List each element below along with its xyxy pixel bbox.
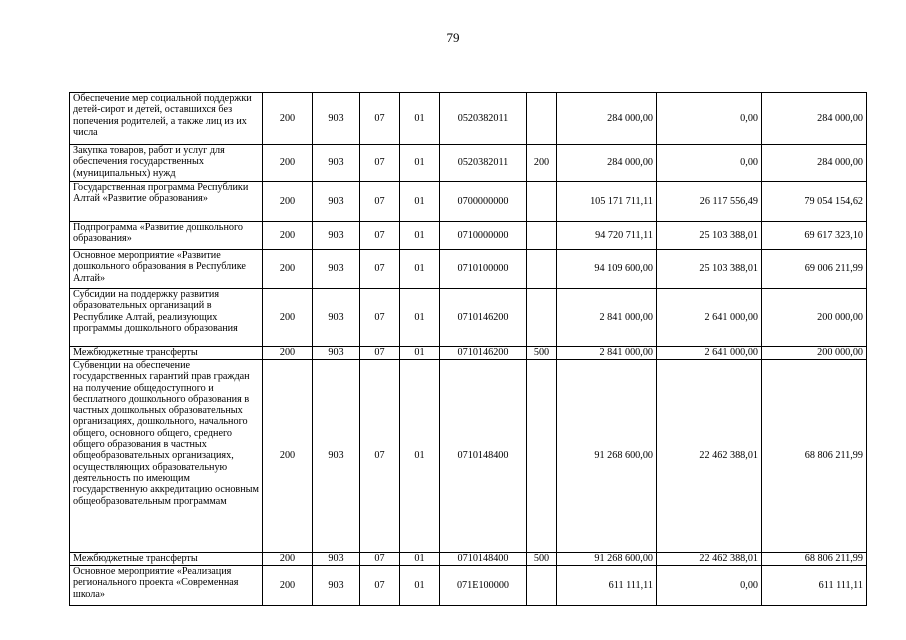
grbs-code: 903 <box>313 250 360 289</box>
section-code: 07 <box>360 347 400 360</box>
row-name: Закупка товаров, работ и услуг для обеспечения государственных (муниципальных) нужд <box>70 145 263 182</box>
expense-type-code <box>527 360 557 553</box>
executed-amount: 2 641 000,00 <box>657 347 762 360</box>
planned-amount: 91 268 600,00 <box>557 360 657 553</box>
grbs-code: 903 <box>313 553 360 566</box>
admin-code: 200 <box>263 566 313 606</box>
row-name: Субвенции на обеспечение государственных гарантий прав граждан на получение общедоступного и бесплатного дошкольного образования в частных дошкольных образовательных организациях, дошкольного, начального общего, основного общего, среднего общего образования в частных общеобразовательных организациях, осуществляющих образовательную деятельность по имеющим государственную аккредитацию основным общеобразовательным программам <box>70 360 263 553</box>
section-code: 07 <box>360 250 400 289</box>
expense-type-code <box>527 93 557 145</box>
target-code: 0520382011 <box>440 145 527 182</box>
admin-code: 200 <box>263 360 313 553</box>
table-row <box>70 250 867 289</box>
target-code: 0710146200 <box>440 347 527 360</box>
subsection-code: 01 <box>400 289 440 347</box>
row-name: Межбюджетные трансферты <box>70 347 263 360</box>
row-name: Государственная программа Республики Алтай «Развитие образования» <box>70 182 263 222</box>
target-code: 0710000000 <box>440 222 527 250</box>
target-code: 0710146200 <box>440 289 527 347</box>
grbs-code: 903 <box>313 566 360 606</box>
admin-code: 200 <box>263 553 313 566</box>
expense-type-code <box>527 182 557 222</box>
admin-code: 200 <box>263 182 313 222</box>
remainder-amount: 284 000,00 <box>762 93 867 145</box>
expense-type-code <box>527 289 557 347</box>
table-row <box>70 553 867 566</box>
target-code: 0700000000 <box>440 182 527 222</box>
section-code: 07 <box>360 553 400 566</box>
target-code: 0710100000 <box>440 250 527 289</box>
subsection-code: 01 <box>400 347 440 360</box>
section-code: 07 <box>360 93 400 145</box>
executed-amount: 2 641 000,00 <box>657 289 762 347</box>
section-code: 07 <box>360 566 400 606</box>
table-row <box>70 360 867 553</box>
expense-type-code: 500 <box>527 553 557 566</box>
grbs-code: 903 <box>313 289 360 347</box>
expense-type-code: 200 <box>527 145 557 182</box>
remainder-amount: 200 000,00 <box>762 347 867 360</box>
admin-code: 200 <box>263 289 313 347</box>
remainder-amount: 69 006 211,99 <box>762 250 867 289</box>
grbs-code: 903 <box>313 182 360 222</box>
planned-amount: 611 111,11 <box>557 566 657 606</box>
executed-amount: 0,00 <box>657 566 762 606</box>
table-row <box>70 289 867 347</box>
grbs-code: 903 <box>313 360 360 553</box>
planned-amount: 284 000,00 <box>557 93 657 145</box>
subsection-code: 01 <box>400 250 440 289</box>
table-row <box>70 347 867 360</box>
executed-amount: 25 103 388,01 <box>657 222 762 250</box>
expense-type-code <box>527 222 557 250</box>
remainder-amount: 68 806 211,99 <box>762 553 867 566</box>
target-code: 0520382011 <box>440 93 527 145</box>
planned-amount: 2 841 000,00 <box>557 347 657 360</box>
section-code: 07 <box>360 145 400 182</box>
admin-code: 200 <box>263 145 313 182</box>
admin-code: 200 <box>263 222 313 250</box>
executed-amount: 25 103 388,01 <box>657 250 762 289</box>
admin-code: 200 <box>263 250 313 289</box>
page-number: 79 <box>446 30 460 45</box>
section-code: 07 <box>360 360 400 553</box>
remainder-amount: 284 000,00 <box>762 145 867 182</box>
table-row <box>70 182 867 222</box>
subsection-code: 01 <box>400 566 440 606</box>
executed-amount: 22 462 388,01 <box>657 553 762 566</box>
planned-amount: 105 171 711,11 <box>557 182 657 222</box>
expense-type-code <box>527 250 557 289</box>
executed-amount: 0,00 <box>657 145 762 182</box>
target-code: 0710148400 <box>440 553 527 566</box>
target-code: 0710148400 <box>440 360 527 553</box>
grbs-code: 903 <box>313 93 360 145</box>
subsection-code: 01 <box>400 93 440 145</box>
row-name: Обеспечение мер социальной поддержки детей-сирот и детей, оставшихся без попечения родителей, а также лиц из их числа <box>70 93 263 145</box>
subsection-code: 01 <box>400 553 440 566</box>
table-row <box>70 566 867 606</box>
planned-amount: 2 841 000,00 <box>557 289 657 347</box>
section-code: 07 <box>360 182 400 222</box>
executed-amount: 26 117 556,49 <box>657 182 762 222</box>
table-row <box>70 145 867 182</box>
section-code: 07 <box>360 222 400 250</box>
row-name: Субсидии на поддержку развития образовательных организаций в Республике Алтай, реализующих программы дошкольного образования <box>70 289 263 347</box>
remainder-amount: 68 806 211,99 <box>762 360 867 553</box>
table-row <box>70 93 867 145</box>
target-code: 071E100000 <box>440 566 527 606</box>
row-name: Основное мероприятие «Развитие дошкольного образования в Республике Алтай» <box>70 250 263 289</box>
admin-code: 200 <box>263 347 313 360</box>
grbs-code: 903 <box>313 222 360 250</box>
budget-table <box>69 92 867 606</box>
row-name: Основное мероприятие «Реализация регионального проекта «Современная школа» <box>70 566 263 606</box>
row-name: Межбюджетные трансферты <box>70 553 263 566</box>
planned-amount: 94 720 711,11 <box>557 222 657 250</box>
subsection-code: 01 <box>400 145 440 182</box>
subsection-code: 01 <box>400 182 440 222</box>
executed-amount: 0,00 <box>657 93 762 145</box>
table-row <box>70 222 867 250</box>
subsection-code: 01 <box>400 360 440 553</box>
remainder-amount: 200 000,00 <box>762 289 867 347</box>
expense-type-code <box>527 566 557 606</box>
planned-amount: 284 000,00 <box>557 145 657 182</box>
section-code: 07 <box>360 289 400 347</box>
row-name: Подпрограмма «Развитие дошкольного образования» <box>70 222 263 250</box>
grbs-code: 903 <box>313 145 360 182</box>
expense-type-code: 500 <box>527 347 557 360</box>
subsection-code: 01 <box>400 222 440 250</box>
admin-code: 200 <box>263 93 313 145</box>
remainder-amount: 611 111,11 <box>762 566 867 606</box>
remainder-amount: 79 054 154,62 <box>762 182 867 222</box>
planned-amount: 94 109 600,00 <box>557 250 657 289</box>
remainder-amount: 69 617 323,10 <box>762 222 867 250</box>
grbs-code: 903 <box>313 347 360 360</box>
executed-amount: 22 462 388,01 <box>657 360 762 553</box>
planned-amount: 91 268 600,00 <box>557 553 657 566</box>
